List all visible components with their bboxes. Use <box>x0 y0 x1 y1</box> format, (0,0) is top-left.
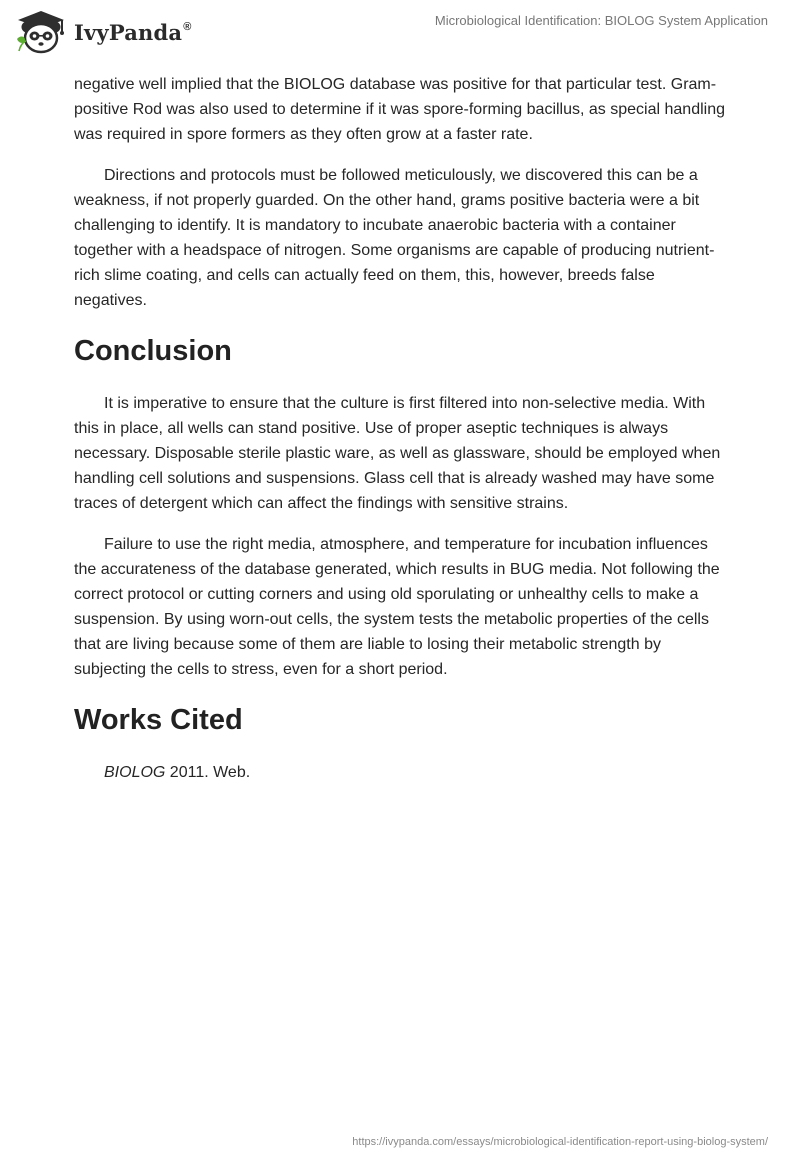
essay-content <box>74 72 726 801</box>
conclusion-heading: Conclusion <box>74 335 232 367</box>
citation-title: BIOLOG <box>104 764 166 781</box>
paragraph-directions: Directions and protocols must be followed meticulously, we discovered this can be a weakness, if not properly guarded. On the other hand, grams positive bacteria were a bit challenging to identify. It is mandatory to incubate anaerobic bacteria with a container together with a headspace of nitrogen. Some organisms are capable of producing nutrient-rich slime coating, and cells can actually feed on them, this, however, breeds false negatives. <box>74 167 715 309</box>
logo-wordmark: IvyPanda® <box>74 19 192 45</box>
paragraph-continued: negative well implied that the BIOLOG database was positive for that particular test. Gram-positive Rod was also used to determine if it was spore-forming bacillus, as special handling was required in spore formers as they often grow at a faster rate. <box>74 76 725 143</box>
works-cited-heading: Works Cited <box>74 704 243 736</box>
citation-entry <box>74 760 726 785</box>
page-header <box>0 0 800 60</box>
ivypanda-logo[interactable] <box>14 9 192 55</box>
panda-graduate-icon <box>14 9 68 55</box>
conclusion-paragraph-1: It is imperative to ensure that the culture is first filtered into non-selective media. With this in place, all wells can stand positive. Use of proper aseptic techniques is always necessary. Disposable sterile plastic ware, as well as glassware, should be employed when handling cell solutions and suspensions. Glass cell that is already washed may have some traces of detergent which can affect the findings with sensitive strains. <box>74 395 721 512</box>
document-title: Microbiological Identification: BIOLOG System Application <box>434 13 768 28</box>
conclusion-paragraph-2: Failure to use the right media, atmosphere, and temperature for incubation influences the accurateness of the database generated, which results in BUG media. Not following the correct protocol or cutting corners and using old sporulating or unhealthy cells to make a suspension. By using worn-out cells, the system tests the metabolic properties of the cells that are living because some of them are liable to losing their metabolic strength by subjecting the cells to stress, even for a short period. <box>74 536 720 678</box>
footer-url-link[interactable]: https://ivypanda.com/essays/microbiological-identification-report-using-biolog-system/ <box>352 1136 768 1148</box>
citation-details: 2011. Web. <box>165 764 251 781</box>
